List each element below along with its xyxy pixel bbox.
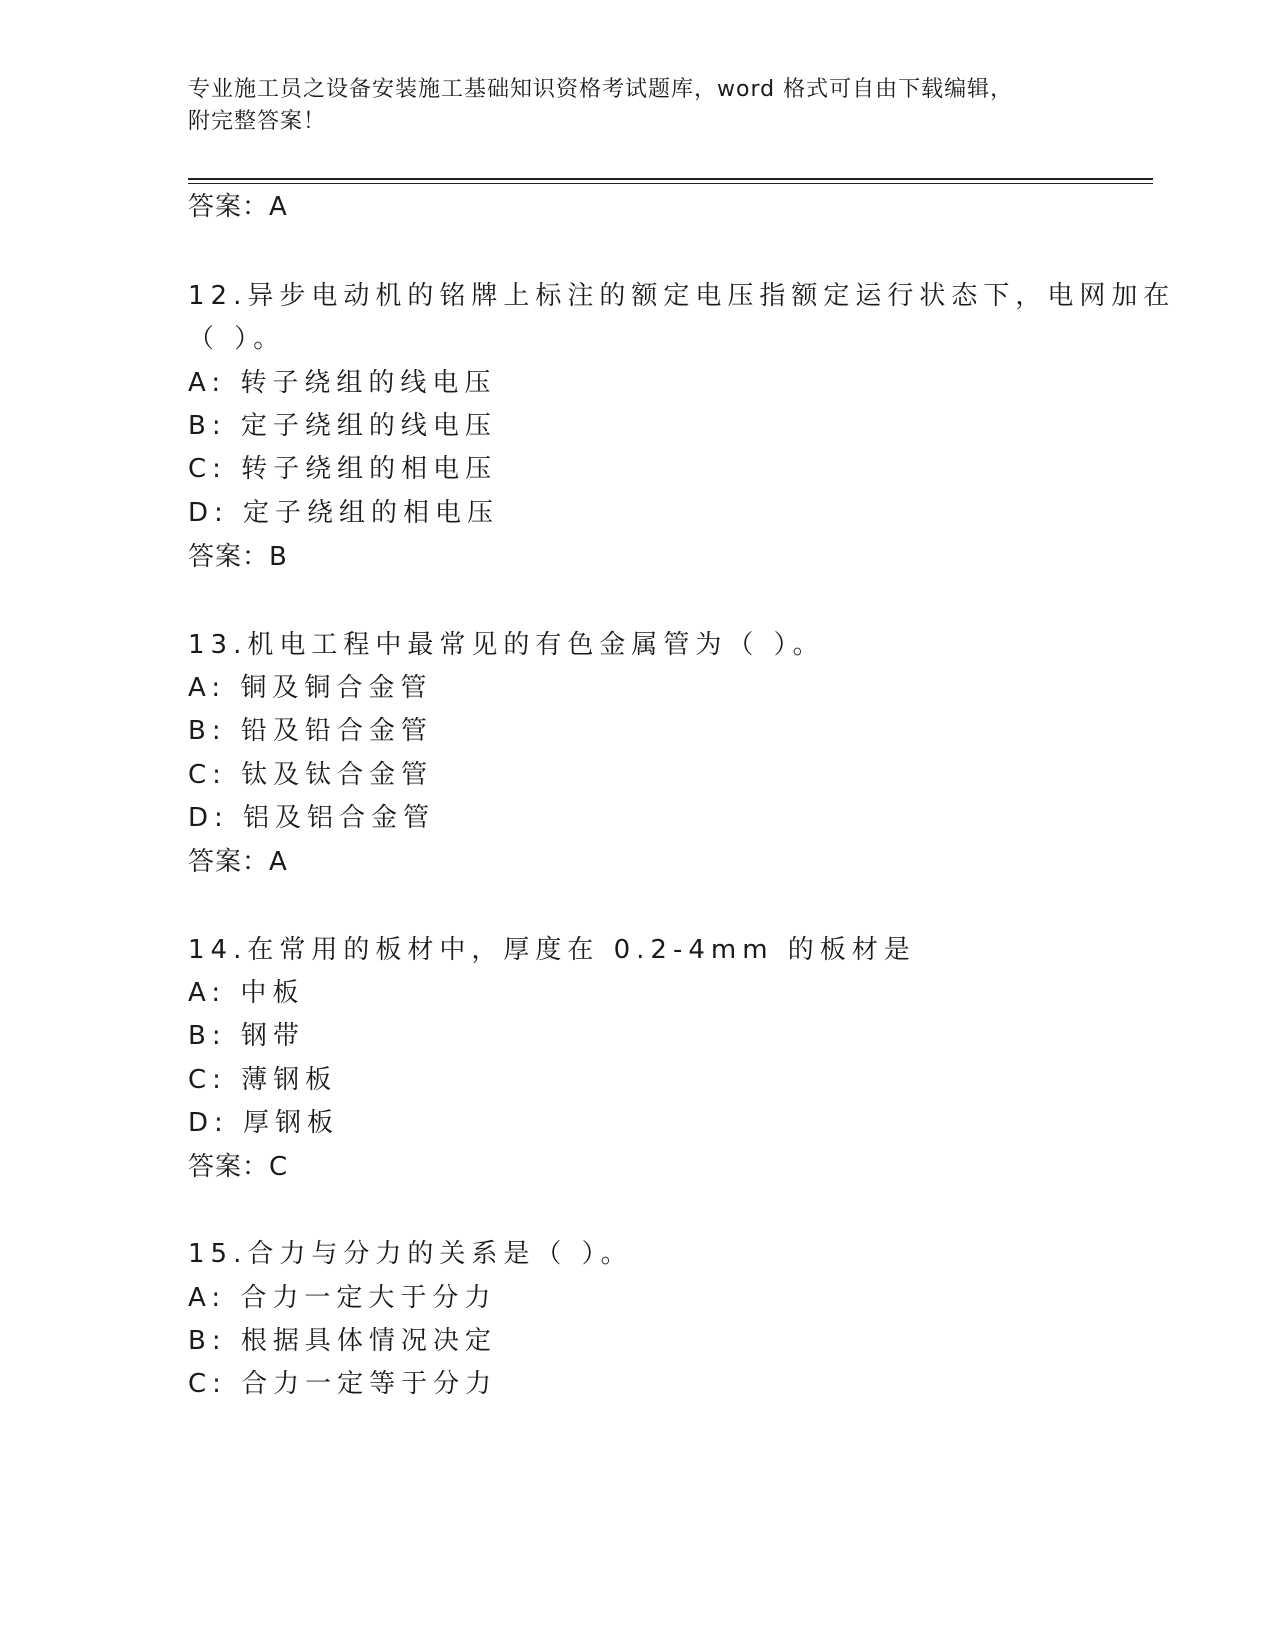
header-divider-thick	[188, 178, 1153, 180]
question-13-option-c: C: 钛及钛合金管	[188, 760, 434, 790]
previous-answer: 答案：A	[188, 192, 288, 222]
question-12-stem-line-1: 12.异步电动机的铭牌上标注的额定电压指额定运行状态下，电网加在	[188, 281, 1176, 311]
question-14-option-d: D: 厚钢板	[188, 1108, 340, 1138]
question-13-option-d: D: 铝及铝合金管	[188, 803, 436, 833]
question-14-option-c: C: 薄钢板	[188, 1065, 338, 1095]
question-14-option-a: A: 中板	[188, 978, 305, 1008]
question-13-answer: 答案：A	[188, 847, 288, 877]
question-12-option-b: B: 定子绕组的线电压	[188, 411, 497, 441]
header-line-1: 专业施工员之设备安装施工基础知识资格考试题库，word 格式可自由下载编辑，	[188, 77, 1014, 102]
question-15-option-a: A: 合力一定大于分力	[188, 1283, 497, 1313]
question-14-answer: 答案：C	[188, 1152, 289, 1182]
question-13-stem-line-1: 13.机电工程中最常见的有色金属管为（ ）。	[188, 630, 825, 660]
question-13-option-a: A: 铜及铜合金管	[188, 673, 433, 703]
question-12-option-d: D: 定子绕组的相电压	[188, 498, 500, 528]
document-header	[188, 74, 1088, 138]
question-15-option-b: B: 根据具体情况决定	[188, 1326, 497, 1356]
question-12-option-a: A: 转子绕组的线电压	[188, 368, 497, 398]
question-12-stem-line-2: （ ）。	[188, 324, 286, 354]
question-15-option-c: C: 合力一定等于分力	[188, 1369, 498, 1399]
question-12-answer: 答案：B	[188, 542, 288, 572]
question-14-stem-line-1: 14.在常用的板材中，厚度在 0.2-4mm 的板材是	[188, 935, 916, 965]
question-14-option-b: B: 钢带	[188, 1021, 305, 1051]
question-12-option-c: C: 转子绕组的相电压	[188, 454, 498, 484]
question-15-stem-line-1: 15.合力与分力的关系是（ ）。	[188, 1239, 633, 1269]
question-13-option-b: B: 铅及铅合金管	[188, 716, 433, 746]
header-divider-thin	[188, 183, 1153, 184]
header-line-2: 附完整答案！	[188, 109, 327, 134]
